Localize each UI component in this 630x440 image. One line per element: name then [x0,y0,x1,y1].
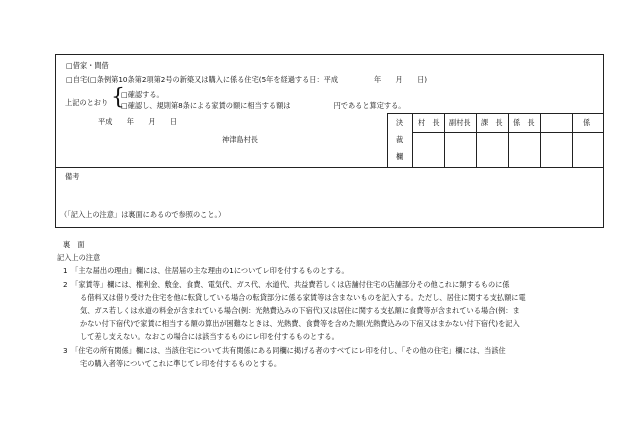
note-item-1: 1 「主な届出の理由」欄には、住居届の主な理由の1についてレ印を付するものとする。 [63,266,349,275]
approval-label-1: 決 [396,118,404,127]
approval-table-left [387,113,388,168]
approval-col-5 [572,113,573,168]
note-reference: （「記入上の注意」は裏面にあるので参照のこと。） [60,210,226,219]
back-heading: 裏 面 [63,240,85,249]
brace-symbol: { [111,85,125,110]
checkbox-own-home[interactable]: □自宅(□条例第10条第2項第2号の新築又は購入に係る住宅(5年を経過する日：平成 年 月 日) [66,75,428,84]
checkbox-confirm[interactable]: □確認する。 [121,90,164,99]
form-border-bottom [55,227,604,228]
form-border-top [55,54,604,55]
date-field: 平成 年 月 日 [98,117,178,126]
note-item-3-line-2: 宅の購入者等についてこれに準じてレ印を付するものとする。 [80,359,282,368]
approval-label-divider [412,113,413,168]
approval-col-1 [444,113,445,168]
checkbox-rental[interactable]: □借家・間借 [66,61,109,70]
approval-header-subsection-chief: 係 長 [513,118,535,127]
note-item-2-line-1: 2 「家賃等」欄には、権利金、敷金、食費、電気代、ガス代、水道代、共益費若しくは店舗付住宅の店舗部分その他これに類するものに係 [63,280,510,289]
approval-label-3: 欄 [396,152,404,161]
notes-title: 記入上の注意 [57,253,101,262]
approval-col-4 [540,113,541,168]
approval-header-staff: 係 [583,118,591,127]
note-item-2-line-5: して差し支えない。なおこの場合には該当するものにレ印を付するものとする。 [80,332,339,341]
village-head-label: 神津島村長 [222,135,258,144]
approval-col-2 [476,113,477,168]
approval-label-2: 裁 [396,135,404,144]
approval-header-section-chief: 課 長 [481,118,503,127]
note-item-2-line-2: る借料又は借り受けた住宅を他に転貸している場合の転貸部分に係る家賃等は含まないものを記入する。ただし、居住に関する支払額に電 [80,293,526,302]
form-border-left [55,54,56,228]
note-item-3-line-1: 3 「住宅の所有関係」欄には、当該住宅について共有関係にある同欄に掲げる者のすべてにレ印を付し、「その他の住宅」欄には、当該住 [63,346,506,355]
remarks-divider [55,167,604,168]
approval-col-3 [508,113,509,168]
approval-header-deputy: 副村長 [449,118,471,127]
approval-header-village-head: 村 長 [418,118,440,127]
note-item-2-line-4: かない付下宿代)で家賃に相当する額の算出が困難なときは、光熱費、食費等を含めた額(光熱費込みの下宿又はまかない付下宿代)を記入 [80,319,520,328]
note-item-2-line-3: 気、ガス若しくは水道の料金が含まれている場合(例：光熱費込みの下宿代)又は居住に関する支払額に食費等が含まれている場合(例：ま [80,306,520,315]
remarks-label: 備考 [65,172,80,181]
checkbox-confirm-calculate[interactable]: □確認し、規則第8条による家賃の額に相当する額は 円であると算定する。 [121,101,406,110]
form-border-right [603,54,604,228]
above-label: 上記のとおり [65,98,109,107]
